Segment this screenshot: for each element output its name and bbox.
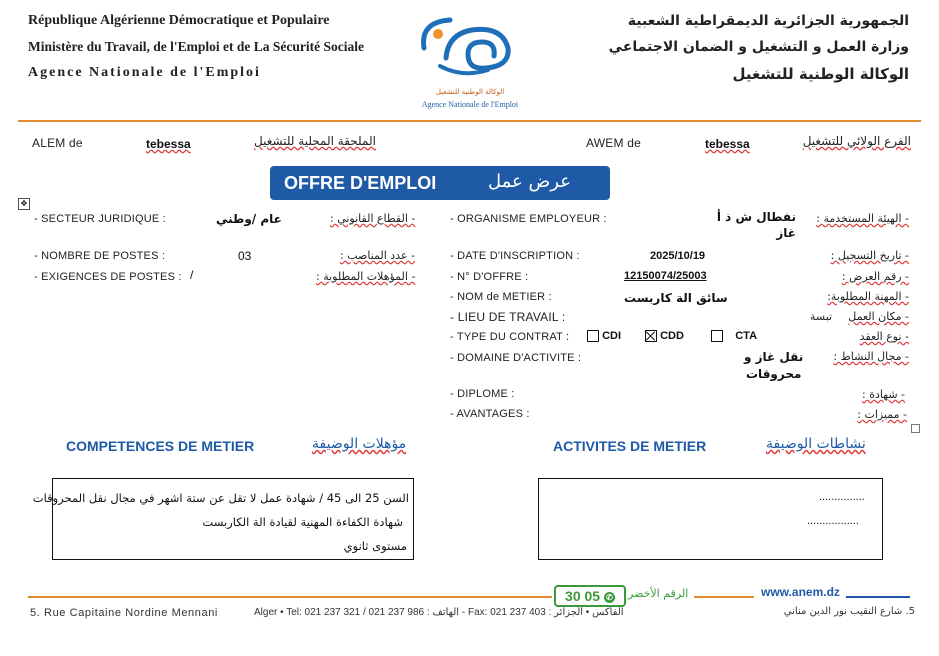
secteur-value: عام /وطني <box>216 212 282 226</box>
alem-value: tebessa <box>146 137 191 151</box>
cta-checkbox[interactable] <box>711 330 723 342</box>
offre-value: 12150074/25003 <box>624 270 707 282</box>
awem-label: AWEM de <box>586 136 641 150</box>
exigences-value: / <box>190 268 194 282</box>
cdi-checkbox[interactable] <box>587 330 599 342</box>
contrat-ar: - نوع العقد <box>859 330 909 343</box>
awem-ar: الفرع الولائي للتشغيل <box>802 134 911 148</box>
lieu-label: - LIEU DE TRAVAIL : <box>450 310 566 324</box>
competence-line-3: مستوى ثانوي <box>343 539 407 553</box>
awem-value: tebessa <box>705 137 750 151</box>
alem-ar: الملحقة المحلية للتشغيل <box>254 134 376 148</box>
domaine-value-2: محروقات <box>746 367 802 381</box>
activite-dots-2: ................. <box>807 515 859 527</box>
contrat-cdi[interactable] <box>587 330 621 342</box>
activites-title-ar: نشاطات الوضيفة <box>766 436 866 452</box>
date-ar: - تاريخ التسجيل : <box>830 249 909 262</box>
competence-line-2: شهادة الكفاءة المهنية لقيادة الة الكاربست <box>202 515 403 529</box>
anem-logo <box>410 8 530 112</box>
offer-banner <box>270 166 610 200</box>
cdi-label: CDI <box>602 330 622 342</box>
banner-ar: عرض عمل <box>488 171 571 192</box>
activites-box <box>538 478 883 560</box>
phone-icon: ✆ <box>604 592 615 603</box>
competence-line-1: السن 25 الى 45 / شهادة عمل لا تقل عن ستة اشهر في مجال نقل المحروقات <box>32 491 409 505</box>
footer-rule-mid <box>694 596 754 598</box>
activites-title: ACTIVITES DE METIER <box>553 438 707 454</box>
alem-label: ALEM de <box>32 136 83 150</box>
metier-value: سائق الة كاربست <box>624 291 728 305</box>
table-move-icon[interactable]: ✥ <box>18 198 30 210</box>
metier-ar: - المهنة المطلوبة: <box>827 290 909 303</box>
logo-fr-text: Agence Nationale de l'Emploi <box>421 100 519 109</box>
diplome-label: - DIPLOME : <box>450 388 515 400</box>
footer-rule-left <box>28 596 552 598</box>
table-resize-handle[interactable] <box>911 424 920 433</box>
avantages-label: - AVANTAGES : <box>450 408 530 420</box>
postes-value: 03 <box>238 249 252 263</box>
date-value: 2025/10/19 <box>650 250 706 262</box>
metier-label: - NOM de METIER : <box>450 291 552 303</box>
anem-logo-icon <box>410 8 530 88</box>
header-ar-line1: الجمهورية الجزائرية الديمقراطية الشعبية <box>627 13 909 29</box>
secteur-label: - SECTEUR JURIDIQUE : <box>34 213 166 225</box>
exigences-ar: - المؤهلات المطلوبة : <box>316 270 416 283</box>
header-divider <box>18 120 921 122</box>
logo-ar-text: الوكالة الوطنية للتشغيل <box>435 88 505 96</box>
exigences-label: - EXIGENCES DE POSTES : <box>34 271 182 283</box>
competences-title-ar: مؤهلات الوضيفة <box>312 436 407 452</box>
postes-ar: - عدد المناصب : <box>340 249 415 262</box>
green-number-ar: الرقم الأخضر <box>628 587 689 600</box>
secteur-ar: - القطاع القانوني : <box>330 212 416 225</box>
date-label: - DATE D'INSCRIPTION : <box>450 250 580 262</box>
avantages-ar: - مميزات : <box>857 408 907 421</box>
address-fr: 5. Rue Capitaine Nordine Mennani <box>30 607 218 619</box>
organisme-ar: - الهيئة المستخدمة : <box>816 212 909 225</box>
diplome-ar: - شهادة : <box>862 388 905 401</box>
offre-label: - N° D'OFFRE : <box>450 271 529 283</box>
domaine-value-1: نقل غاز و <box>744 350 804 364</box>
header-fr-line1: République Algérienne Démocratique et Populaire <box>28 13 330 28</box>
footer-rule-right <box>846 596 910 598</box>
contrat-label: - TYPE DU CONTRAT : <box>450 331 570 343</box>
header-fr-line3: Agence Nationale de l'Emploi <box>28 65 261 80</box>
header-fr-line2: Ministère du Travail, de l'Emploi et de La Sécurité Sociale <box>28 39 364 54</box>
lieu-ar: - مكان العمل <box>848 310 909 323</box>
contrat-cdd[interactable] <box>645 330 684 342</box>
lieu-value: تبسة <box>810 310 833 323</box>
header-ar-line3: الوكالة الوطنية للتشغيل <box>732 65 909 83</box>
website-link[interactable]: www.anem.dz <box>761 585 840 599</box>
green-number-value: 30 05 <box>565 588 601 604</box>
domaine-label: - DOMAINE D'ACTIVITE : <box>450 352 582 364</box>
header-ar-line2: وزارة العمل و التشغيل و الضمان الاجتماعي <box>608 39 909 55</box>
activite-dots-1: ............... <box>819 491 865 503</box>
address-ar: 5. شارع النقيب نور الدين مناني <box>783 606 915 617</box>
competences-title: COMPETENCES DE METIER <box>66 438 255 454</box>
cta-label: CTA <box>735 330 758 342</box>
cdd-checkbox[interactable] <box>645 330 657 342</box>
postes-label: - NOMBRE DE POSTES : <box>34 250 166 262</box>
cdd-label: CDD <box>660 330 684 342</box>
competences-box <box>32 478 414 560</box>
banner-fr: OFFRE D'EMPLOI <box>284 173 437 193</box>
green-number <box>554 585 626 607</box>
domaine-ar: - مجال النشاط : <box>833 350 909 363</box>
organisme-label: - ORGANISME EMPLOYEUR : <box>450 213 607 225</box>
organisme-value: نفطال ش ذ أ غاز <box>716 210 796 240</box>
address-contact: Alger • Tel: 021 237 321 / 021 237 986 : الهاتف - Fax: 021 237 403 : الفاكس • الجزائر <box>254 607 624 618</box>
contrat-cta[interactable] <box>711 330 757 342</box>
offre-ar: - رقم العرض : <box>841 270 909 283</box>
